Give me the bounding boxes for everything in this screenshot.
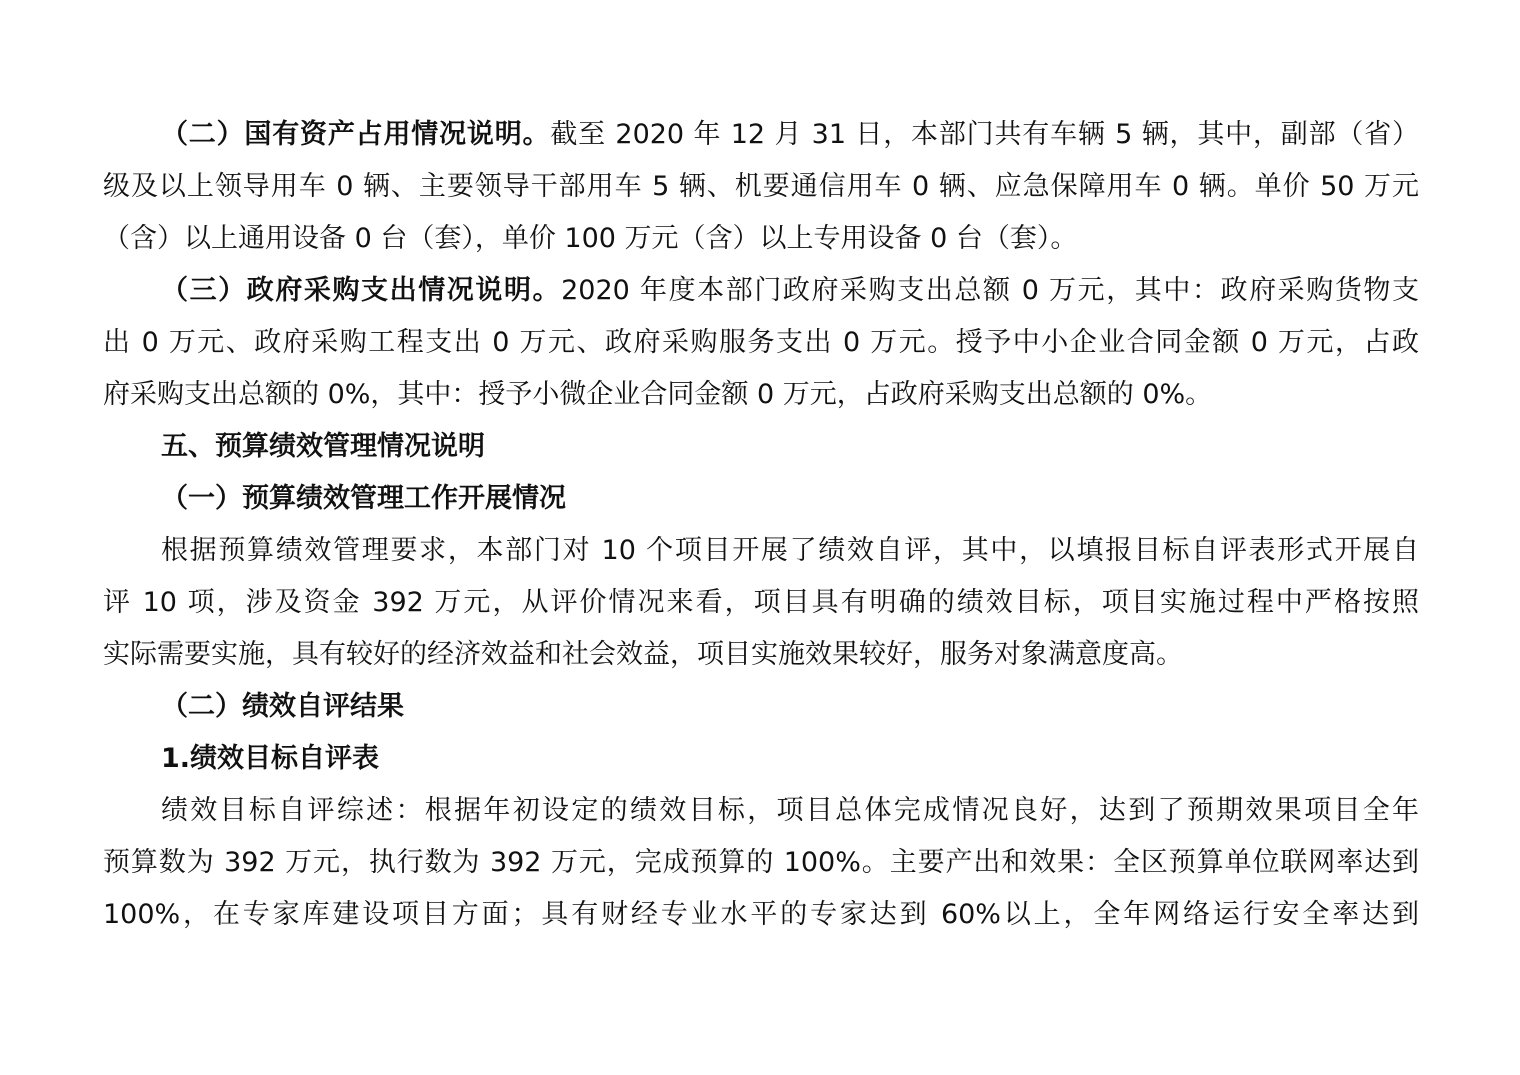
section-5-2-heading: （二）绩效自评结果 (161, 691, 404, 722)
assets-paragraph-line-2: 级及以上领导用车 0 辆、主要领导干部用车 5 辆、机要通信用车 0 辆、应急保障用车 0 辆。单价 50 万元 (103, 171, 1419, 202)
result-paragraph-line-2: 预算数为 392 万元，执行数为 392 万元，完成预算的 100%。主要产出和效果：全区预算单位联网率达到 (103, 847, 1419, 878)
assets-text: 截至 2020 年 12 月 31 日，本部门共有车辆 5 辆，其中，副部（省） (550, 119, 1419, 150)
procurement-paragraph-line-3: 府采购支出总额的 0%，其中：授予小微企业合同金额 0 万元，占政府采购支出总额的 0%。 (103, 379, 1213, 410)
work-paragraph-line-3: 实际需要实施，具有较好的经济效益和社会效益，项目实施效果较好，服务对象满意度高。 (103, 639, 1183, 670)
section-5-1-heading: （一）预算绩效管理工作开展情况 (161, 483, 566, 514)
assets-section-heading: （二）国有资产占用情况说明。 (161, 119, 551, 150)
procurement-text: 2020 年度本部门政府采购支出总额 0 万元，其中：政府采购货物支 (561, 275, 1419, 306)
procurement-paragraph-line-2: 出 0 万元、政府采购工程支出 0 万元、政府采购服务支出 0 万元。授予中小企业合同金额 0 万元，占政 (103, 327, 1419, 358)
section-5-2-1-heading: 1.绩效目标自评表 (161, 743, 380, 774)
work-paragraph-line-2: 评 10 项，涉及资金 392 万元，从评价情况来看，项目具有明确的绩效目标，项目实施过程中严格按照 (103, 587, 1419, 618)
procurement-paragraph-line-1 (103, 265, 1419, 317)
work-paragraph-line-1: 根据预算绩效管理要求，本部门对 10 个项目开展了绩效自评，其中，以填报目标自评表形式开展自 (161, 535, 1419, 566)
assets-paragraph-line-1 (103, 109, 1419, 161)
result-paragraph-line-3: 100%，在专家库建设项目方面；具有财经专业水平的专家达到 60%以上，全年网络运行安全率达到 (103, 899, 1419, 930)
assets-paragraph-line-3: （含）以上通用设备 0 台（套），单价 100 万元（含）以上专用设备 0 台（套）。 (103, 223, 1078, 254)
result-paragraph-line-1: 绩效目标自评综述：根据年初设定的绩效目标，项目总体完成情况良好，达到了预期效果项目全年 (161, 795, 1419, 826)
procurement-section-heading: （三）政府采购支出情况说明。 (161, 275, 562, 306)
section-5-heading: 五、预算绩效管理情况说明 (161, 431, 485, 462)
document-body (103, 109, 1419, 941)
